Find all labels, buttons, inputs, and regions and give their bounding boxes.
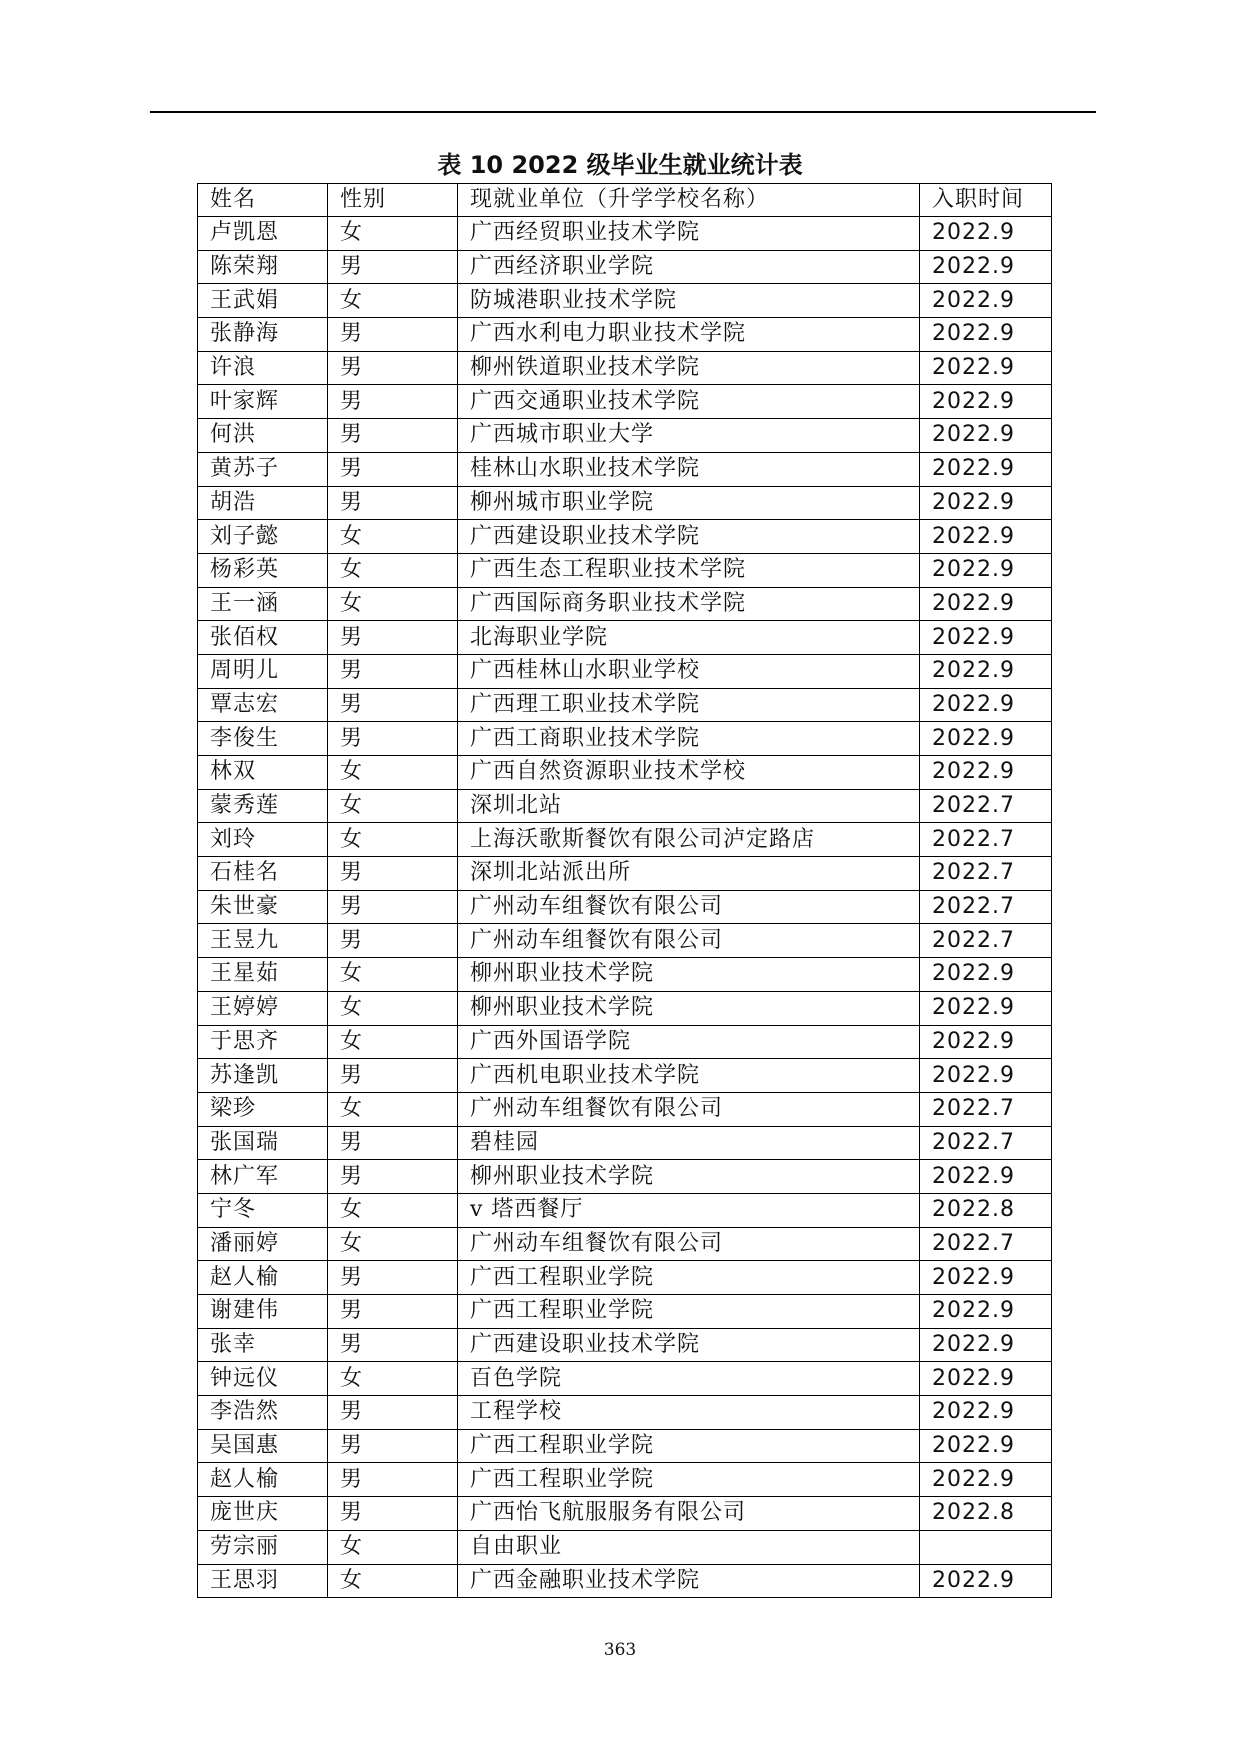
name-cell: 钟远仪 bbox=[198, 1362, 328, 1396]
start-date-cell: 2022.9 bbox=[920, 520, 1052, 554]
employer-cell: 广西自然资源职业技术学校 bbox=[458, 756, 920, 790]
employer-cell: 广西外国语学院 bbox=[458, 1025, 920, 1059]
gender-cell: 男 bbox=[328, 722, 458, 756]
employer-cell: 广西工商职业技术学院 bbox=[458, 722, 920, 756]
employer-cell: 广西经济职业学院 bbox=[458, 250, 920, 284]
gender-cell: 女 bbox=[328, 991, 458, 1025]
table-row bbox=[198, 722, 1052, 756]
name-cell: 叶家辉 bbox=[198, 385, 328, 419]
table-row bbox=[198, 486, 1052, 520]
name-cell: 潘丽婷 bbox=[198, 1227, 328, 1261]
employer-cell: 柳州职业技术学院 bbox=[458, 1160, 920, 1194]
table-row bbox=[198, 958, 1052, 992]
table-row bbox=[198, 991, 1052, 1025]
start-date-cell: 2022.9 bbox=[920, 1059, 1052, 1093]
name-cell: 张佰权 bbox=[198, 621, 328, 655]
start-date-cell: 2022.9 bbox=[920, 217, 1052, 251]
employer-cell: 广西水利电力职业技术学院 bbox=[458, 318, 920, 352]
start-date-cell: 2022.9 bbox=[920, 1463, 1052, 1497]
name-cell: 于思齐 bbox=[198, 1025, 328, 1059]
employer-cell: 桂林山水职业技术学院 bbox=[458, 452, 920, 486]
table-row bbox=[198, 924, 1052, 958]
start-date-cell: 2022.9 bbox=[920, 722, 1052, 756]
gender-cell: 男 bbox=[328, 1328, 458, 1362]
name-cell: 王婷婷 bbox=[198, 991, 328, 1025]
start-date-cell: 2022.9 bbox=[920, 756, 1052, 790]
start-date-cell: 2022.9 bbox=[920, 1396, 1052, 1430]
name-cell: 谢建伟 bbox=[198, 1295, 328, 1329]
gender-cell: 男 bbox=[328, 419, 458, 453]
name-cell: 卢凯恩 bbox=[198, 217, 328, 251]
start-date-cell: 2022.9 bbox=[920, 587, 1052, 621]
gender-cell: 女 bbox=[328, 284, 458, 318]
gender-cell: 女 bbox=[328, 823, 458, 857]
start-date-cell: 2022.9 bbox=[920, 1328, 1052, 1362]
gender-cell: 女 bbox=[328, 1025, 458, 1059]
gender-cell: 女 bbox=[328, 587, 458, 621]
table-row bbox=[198, 823, 1052, 857]
header-rule bbox=[150, 111, 1096, 113]
start-date-cell: 2022.9 bbox=[920, 1295, 1052, 1329]
start-date-cell: 2022.9 bbox=[920, 385, 1052, 419]
name-cell: 何洪 bbox=[198, 419, 328, 453]
name-cell: 蒙秀莲 bbox=[198, 789, 328, 823]
employer-cell: 柳州职业技术学院 bbox=[458, 958, 920, 992]
table-row bbox=[198, 1328, 1052, 1362]
name-cell: 张静海 bbox=[198, 318, 328, 352]
employer-cell: 广州动车组餐饮有限公司 bbox=[458, 890, 920, 924]
table-row bbox=[198, 385, 1052, 419]
employer-cell: 广西桂林山水职业学校 bbox=[458, 654, 920, 688]
start-date-cell: 2022.7 bbox=[920, 890, 1052, 924]
table-row bbox=[198, 553, 1052, 587]
gender-cell: 女 bbox=[328, 1362, 458, 1396]
start-date-cell: 2022.9 bbox=[920, 452, 1052, 486]
table-row bbox=[198, 1362, 1052, 1396]
employer-cell: 广西怡飞航服服务有限公司 bbox=[458, 1497, 920, 1531]
start-date-cell: 2022.9 bbox=[920, 250, 1052, 284]
start-date-cell: 2022.9 bbox=[920, 1025, 1052, 1059]
employer-cell: 上海沃歌斯餐饮有限公司泸定路店 bbox=[458, 823, 920, 857]
table-row bbox=[198, 1059, 1052, 1093]
gender-cell: 男 bbox=[328, 452, 458, 486]
start-date-cell: 2022.9 bbox=[920, 553, 1052, 587]
table-row bbox=[198, 419, 1052, 453]
header-row bbox=[198, 184, 1052, 217]
header-start-date: 入职时间 bbox=[920, 184, 1052, 217]
gender-cell: 男 bbox=[328, 1463, 458, 1497]
name-cell: 梁珍 bbox=[198, 1092, 328, 1126]
table-row bbox=[198, 284, 1052, 318]
start-date-cell: 2022.9 bbox=[920, 1261, 1052, 1295]
table-row bbox=[198, 1261, 1052, 1295]
table-row bbox=[198, 1092, 1052, 1126]
employer-cell: 百色学院 bbox=[458, 1362, 920, 1396]
gender-cell: 女 bbox=[328, 520, 458, 554]
name-cell: 林广军 bbox=[198, 1160, 328, 1194]
employment-table bbox=[197, 183, 1052, 1598]
table-row bbox=[198, 250, 1052, 284]
name-cell: 张国瑞 bbox=[198, 1126, 328, 1160]
employer-cell: 广西城市职业大学 bbox=[458, 419, 920, 453]
gender-cell: 女 bbox=[328, 1530, 458, 1564]
employer-cell: 碧桂园 bbox=[458, 1126, 920, 1160]
name-cell: 宁冬 bbox=[198, 1193, 328, 1227]
table-row bbox=[198, 217, 1052, 251]
name-cell: 石桂名 bbox=[198, 857, 328, 891]
start-date-cell: 2022.7 bbox=[920, 924, 1052, 958]
start-date-cell: 2022.7 bbox=[920, 1126, 1052, 1160]
start-date-cell: 2022.9 bbox=[920, 654, 1052, 688]
employer-cell: 广西建设职业技术学院 bbox=[458, 1328, 920, 1362]
gender-cell: 男 bbox=[328, 318, 458, 352]
name-cell: 张幸 bbox=[198, 1328, 328, 1362]
table-row bbox=[198, 1227, 1052, 1261]
start-date-cell: 2022.8 bbox=[920, 1497, 1052, 1531]
employer-cell: 广西金融职业技术学院 bbox=[458, 1564, 920, 1598]
gender-cell: 女 bbox=[328, 756, 458, 790]
name-cell: 苏逢凯 bbox=[198, 1059, 328, 1093]
employer-cell: 广西经贸职业技术学院 bbox=[458, 217, 920, 251]
employer-cell: 北海职业学院 bbox=[458, 621, 920, 655]
gender-cell: 女 bbox=[328, 1227, 458, 1261]
table-row bbox=[198, 1193, 1052, 1227]
name-cell: 王一涵 bbox=[198, 587, 328, 621]
name-cell: 朱世豪 bbox=[198, 890, 328, 924]
employer-cell: 广州动车组餐饮有限公司 bbox=[458, 1092, 920, 1126]
start-date-cell: 2022.9 bbox=[920, 958, 1052, 992]
start-date-cell: 2022.9 bbox=[920, 688, 1052, 722]
name-cell: 王武娟 bbox=[198, 284, 328, 318]
header-name: 姓名 bbox=[198, 184, 328, 217]
table-row bbox=[198, 351, 1052, 385]
start-date-cell: 2022.9 bbox=[920, 318, 1052, 352]
name-cell: 庞世庆 bbox=[198, 1497, 328, 1531]
name-cell: 赵人榆 bbox=[198, 1261, 328, 1295]
header-employer: 现就业单位（升学学校名称） bbox=[458, 184, 920, 217]
table-row bbox=[198, 756, 1052, 790]
gender-cell: 男 bbox=[328, 924, 458, 958]
employer-cell: v 塔西餐厅 bbox=[458, 1193, 920, 1227]
gender-cell: 男 bbox=[328, 1059, 458, 1093]
employer-cell: 深圳北站 bbox=[458, 789, 920, 823]
gender-cell: 女 bbox=[328, 553, 458, 587]
table-row bbox=[198, 621, 1052, 655]
start-date-cell: 2022.9 bbox=[920, 1429, 1052, 1463]
gender-cell: 男 bbox=[328, 621, 458, 655]
start-date-cell: 2022.7 bbox=[920, 857, 1052, 891]
start-date-cell: 2022.9 bbox=[920, 1160, 1052, 1194]
gender-cell: 男 bbox=[328, 1497, 458, 1531]
start-date-cell: 2022.7 bbox=[920, 1227, 1052, 1261]
table-row bbox=[198, 1126, 1052, 1160]
employer-cell: 广西理工职业技术学院 bbox=[458, 688, 920, 722]
gender-cell: 男 bbox=[328, 1429, 458, 1463]
employer-cell: 广西交通职业技术学院 bbox=[458, 385, 920, 419]
gender-cell: 男 bbox=[328, 1126, 458, 1160]
name-cell: 林双 bbox=[198, 756, 328, 790]
gender-cell: 男 bbox=[328, 1396, 458, 1430]
start-date-cell bbox=[920, 1530, 1052, 1564]
page-number: 363 bbox=[603, 1640, 637, 1660]
name-cell: 劳宗丽 bbox=[198, 1530, 328, 1564]
employer-cell: 广西工程职业学院 bbox=[458, 1261, 920, 1295]
start-date-cell: 2022.9 bbox=[920, 486, 1052, 520]
employer-cell: 广西工程职业学院 bbox=[458, 1429, 920, 1463]
table-row bbox=[198, 1530, 1052, 1564]
table-row bbox=[198, 520, 1052, 554]
name-cell: 覃志宏 bbox=[198, 688, 328, 722]
name-cell: 吴国惠 bbox=[198, 1429, 328, 1463]
name-cell: 陈荣翔 bbox=[198, 250, 328, 284]
table-title: 表 10 2022 级毕业生就业统计表 bbox=[437, 151, 803, 179]
table-row bbox=[198, 1295, 1052, 1329]
gender-cell: 男 bbox=[328, 1295, 458, 1329]
table-row bbox=[198, 1463, 1052, 1497]
start-date-cell: 2022.7 bbox=[920, 823, 1052, 857]
employer-cell: 广西国际商务职业技术学院 bbox=[458, 587, 920, 621]
table-row bbox=[198, 688, 1052, 722]
gender-cell: 女 bbox=[328, 217, 458, 251]
name-cell: 刘玲 bbox=[198, 823, 328, 857]
name-cell: 黄苏子 bbox=[198, 452, 328, 486]
start-date-cell: 2022.9 bbox=[920, 1362, 1052, 1396]
start-date-cell: 2022.9 bbox=[920, 1564, 1052, 1598]
gender-cell: 男 bbox=[328, 385, 458, 419]
name-cell: 许浪 bbox=[198, 351, 328, 385]
name-cell: 李俊生 bbox=[198, 722, 328, 756]
table-row bbox=[198, 587, 1052, 621]
start-date-cell: 2022.9 bbox=[920, 991, 1052, 1025]
header-gender: 性别 bbox=[328, 184, 458, 217]
employer-cell: 广西工程职业学院 bbox=[458, 1463, 920, 1497]
table-row bbox=[198, 1564, 1052, 1598]
employer-cell: 防城港职业技术学院 bbox=[458, 284, 920, 318]
gender-cell: 女 bbox=[328, 1092, 458, 1126]
employer-cell: 工程学校 bbox=[458, 1396, 920, 1430]
start-date-cell: 2022.9 bbox=[920, 351, 1052, 385]
table-row bbox=[198, 789, 1052, 823]
gender-cell: 女 bbox=[328, 1564, 458, 1598]
gender-cell: 男 bbox=[328, 688, 458, 722]
table-row bbox=[198, 654, 1052, 688]
start-date-cell: 2022.9 bbox=[920, 621, 1052, 655]
start-date-cell: 2022.9 bbox=[920, 419, 1052, 453]
gender-cell: 男 bbox=[328, 1160, 458, 1194]
employer-cell: 柳州城市职业学院 bbox=[458, 486, 920, 520]
start-date-cell: 2022.9 bbox=[920, 284, 1052, 318]
employer-cell: 深圳北站派出所 bbox=[458, 857, 920, 891]
employer-cell: 广西生态工程职业技术学院 bbox=[458, 553, 920, 587]
gender-cell: 男 bbox=[328, 890, 458, 924]
gender-cell: 男 bbox=[328, 250, 458, 284]
gender-cell: 女 bbox=[328, 789, 458, 823]
table-row bbox=[198, 1497, 1052, 1531]
employer-cell: 广州动车组餐饮有限公司 bbox=[458, 924, 920, 958]
table-row bbox=[198, 890, 1052, 924]
employer-cell: 广西建设职业技术学院 bbox=[458, 520, 920, 554]
gender-cell: 男 bbox=[328, 857, 458, 891]
name-cell: 赵人榆 bbox=[198, 1463, 328, 1497]
gender-cell: 女 bbox=[328, 1193, 458, 1227]
table-row bbox=[198, 1396, 1052, 1430]
table-row bbox=[198, 857, 1052, 891]
name-cell: 胡浩 bbox=[198, 486, 328, 520]
gender-cell: 男 bbox=[328, 351, 458, 385]
table-row bbox=[198, 1025, 1052, 1059]
table-row bbox=[198, 1429, 1052, 1463]
table-row bbox=[198, 1160, 1052, 1194]
employer-cell: 广西工程职业学院 bbox=[458, 1295, 920, 1329]
gender-cell: 女 bbox=[328, 958, 458, 992]
name-cell: 周明儿 bbox=[198, 654, 328, 688]
employer-cell: 自由职业 bbox=[458, 1530, 920, 1564]
start-date-cell: 2022.7 bbox=[920, 789, 1052, 823]
name-cell: 刘子懿 bbox=[198, 520, 328, 554]
table-row bbox=[198, 318, 1052, 352]
employer-cell: 柳州职业技术学院 bbox=[458, 991, 920, 1025]
gender-cell: 男 bbox=[328, 654, 458, 688]
gender-cell: 男 bbox=[328, 1261, 458, 1295]
name-cell: 王星茹 bbox=[198, 958, 328, 992]
name-cell: 王思羽 bbox=[198, 1564, 328, 1598]
table-body bbox=[198, 184, 1052, 1598]
name-cell: 杨彩英 bbox=[198, 553, 328, 587]
start-date-cell: 2022.8 bbox=[920, 1193, 1052, 1227]
gender-cell: 男 bbox=[328, 486, 458, 520]
employer-cell: 柳州铁道职业技术学院 bbox=[458, 351, 920, 385]
table-row bbox=[198, 452, 1052, 486]
employer-cell: 广西机电职业技术学院 bbox=[458, 1059, 920, 1093]
employer-cell: 广州动车组餐饮有限公司 bbox=[458, 1227, 920, 1261]
start-date-cell: 2022.7 bbox=[920, 1092, 1052, 1126]
name-cell: 王昱九 bbox=[198, 924, 328, 958]
name-cell: 李浩然 bbox=[198, 1396, 328, 1430]
